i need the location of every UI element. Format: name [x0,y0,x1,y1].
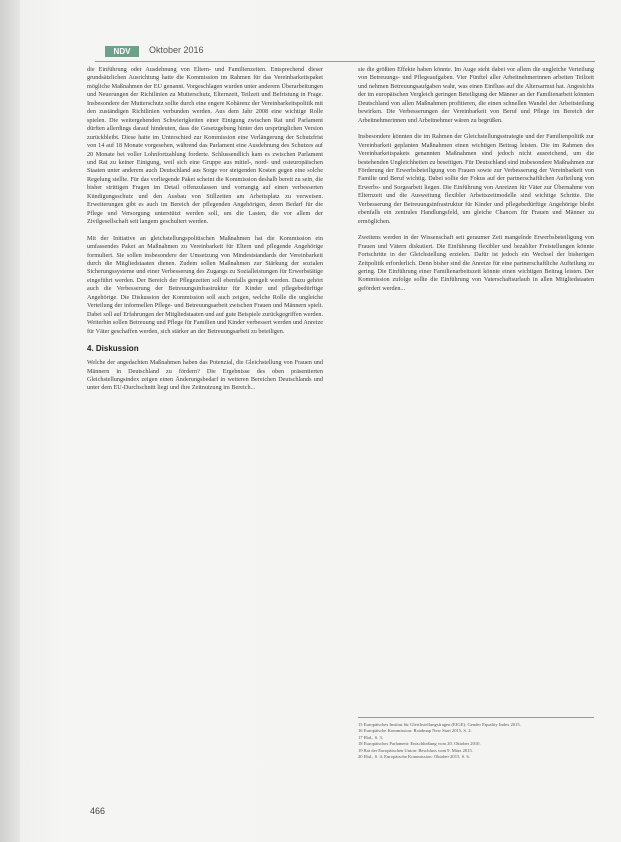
paragraph: Mit der Initiative an gleichstellungspolitischen Maßnahmen hat die Kommission ein umfassendes Paket an Maßnahmen zu Vereinbarkeit für Eltern und pflegende Angehörige formuliert. Sie sollen insbesondere der Umsetzung von Mindeststandards der Vereinbarkeit durch die Mitgliedstaaten dienen. Zudem sollen Maßnahmen zur Stärkung der sozialen Sicherungssysteme und einer Verbesserung des Zugangs zu Sozialleistungen für Erwerbstätige eingeführt werden. Der Bereich der Pflegezeiten soll ebenfalls geregelt werden. Dazu gehört auch die Verbesserung der Betreuungsinfrastruktur für Kinder und pflegebedürftige Angehörige. Die Diskussion der Kommission soll auch zeigen, welche Rolle die ungleiche Verteilung der informellen Pflege- und Betreuungsarbeit zwischen Frauen und Männern spielt. Dabei soll auf Erfahrungen der Mitgliedstaaten und auf gute Beispiele zurückgegriffen werden. Weiterhin sollen Betreuung und Pflege für Familien und Kinder verbessert werden und Anreize für Väter geschaffen werden, sich stärker an der Betreuungsarbeit zu beteiligen. [87,234,323,335]
paragraph: Zweitens werden in der Wissenschaft seit geraumer Zeit mangelnde Erwerbsbeteiligung von Frauen und Vätern diskutiert. Die Einführung flexibler und bezahlter Freistellungen könnte Fortschritte in der Gleichstellung erzielen. Dafür ist jedoch ein Wechsel der bisherigen Zeitpolitik erforderlich. Denn bisher sind die Anreize für eine partnerschaftliche Aufteilung zu gering. Die Einführung einer Familienarbeitszeit könnte einen wichtigen Beitrag leisten. Der Kommission zufolge sollte die Einführung von Vaterschaftsurlaub in allen Mitgliedstaaten gefördert werden... [358,234,594,292]
paragraph: Welche der angedachten Maßnahmen haben das Potenzial, die Gleichstellung von Frauen und Männern in Deutschland zu fördern? Die Ergebnisse des oben präsentierten Gleichstellungsindex zeigen einen Änderungsbedarf in weiteren Bereichen Deutschlands und unter dem EU-Durchschnitt liegt und ihre Zeitnutzung im Bereich... [87,359,323,392]
paragraph: sie die größten Effekte haben könnte. Im Auge steht dabei vor allem die ungleiche Verteilung von Betreuungs- und Pflegeaufgaben. Vier Fünftel aller Arbeitnehmerinnen arbeiten Teilzeit und nehmen Betreuungsaufgaben wahr, was einen Einfluss auf die Altersarmut hat. Angesichts der im europäischen Vergleich geringen Beteiligung der Männer an der Familienarbeit könnten Deutschland von allen Maßnahmen profitieren, die einen schnellen Wandel der Arbeitsteilung bewirken. Die Verbesserungen der Vereinbarkeit von Beruf und Pflege im Bereich der Arbeitnehmerinnen und Arbeitnehmer wären zu begrüßen. [358,66,594,124]
page-binding-shadow [0,0,20,842]
footnote: 19 Rat der Europäischen Union: Beschluss vom 9. März 2015. [358,747,473,753]
footnote: 18 Europäisches Parlament: Entschließung vom 20. Oktober 2010. [358,741,481,747]
running-header [95,42,595,60]
footnotes [358,717,594,760]
footnote: 20 Ebd., S. 4; Europäische Kommission: Oktober 2015, S. 6. [358,754,470,760]
footnote: 16 Europäische Kommission: Roadmap New Start 2015, S. 2. [358,728,472,734]
footnote: 15 Europäisches Institut für Gleichstellungsfragen (EIGE): Gender Equality Index 2015. [358,722,521,727]
paragraph: Insbesondere könnten die im Rahmen der Gleichstellungsstrategie und der Familienpolitik zur Vereinbarkeit geplanten Maßnahmen einen wichtigen Beitrag leisten. Die im Rahmen des Vereinbarkeitspakets genannten Maßnahmen sind jedoch nicht ausreichend, um die bestehenden Ungleichheiten zu beseitigen. Für Deutschland sind insbesondere Maßnahmen zur Förderung der Erwerbsbeteiligung von Frauen sowie zur Verbesserung der Vereinbarkeit von Familie und Beruf wichtig. Dabei sollte der Fokus auf der partnerschaftlichen Aufteilung von Erwerbs- und Sorgearbeit liegen. Die Einführung von Anreizen für Väter zur Übernahme von Elternzeit und die Ausweitung flexibler Arbeitszeitmodelle sind wichtige Schritte. Die Verbesserung der Betreuungsinfrastruktur für Kinder und pflegebedürftige Angehörige bleibt ebenfalls ein zentrales Handlungsfeld, um gleiche Chancen für Frauen und Männer zu ermöglichen. [358,133,594,225]
issue-label: Oktober 2016 [149,45,204,55]
left-column [87,66,323,393]
page-number: 466 [90,806,106,816]
header-rule [95,61,595,62]
paragraph: die Einführung oder Ausdehnung von Eltern- und Familienzeiten. Entsprechend dieser grundsätzlichen Ausrichtung hatte die Kommission im Rahmen für das Vereinbarkeitspaket mögliche Maßnahmen der EU genannt. Vorgeschlagen wurden unter anderem Überarbeitungen und Neuerungen der Richtlinien zu Mutterschutz, Elternzeit, Teilzeit und Befristung in Frage. Insbesondere der Mutterschutz sollte durch eine engere Kohärenz der Vereinbarkeitspolitik mit den zuständigen Richtlinien verbunden werden. Aus dem Jahr 2008 eine wichtige Rolle spielen. Die weitergehenden Schwierigkeiten einer Einigung zwischen Rat und Parlament dürften allerdings darauf hindeuten, dass die Gesetzgebung hinter den ursprünglichen Version zurückbleibt. Diese hatte im Unterschied zur Kommission eine Verlängerung der Schutzfrist von 14 auf 18 Monate vorgesehen, während das Parlament eine Ausdehnung des Schutzes auf 20 Monate bei voller Lohnfortzahlung forderte. Schlussendlich kam es zwischen Parlament und Rat zu keiner Einigung, weil sich eine Gruppe aus mittel-, nord- und osteuropäischen Staaten unter anderem auch Deutschland aus Sorge vor steigenden Kosten gegen eine solche Regelung stellte. Für das vorliegende Paket scheint die Kommission deshalb bereit zu sein, die bisher strittigen Fragen im Detail offenzulassen und vorrangig auf einen verbesserten Kündigungsschutz und den Ausbau von Stillzeiten am Arbeitsplatz zu verweisen. Erweiterungen gibt es auch im Bereich der pflegenden Angehörigen, deren Bedarf für die Pflege und Versorgung unterstützt werden soll, um die Lasten, die vor allem der Zivilgesellschaft seit langem geschultert werden. [87,66,323,226]
right-column [358,66,594,293]
footnote: 17 Ebd., S. 3. [358,734,383,740]
journal-badge: NDV [105,46,139,57]
section-heading: 4. Diskussion [87,344,139,354]
